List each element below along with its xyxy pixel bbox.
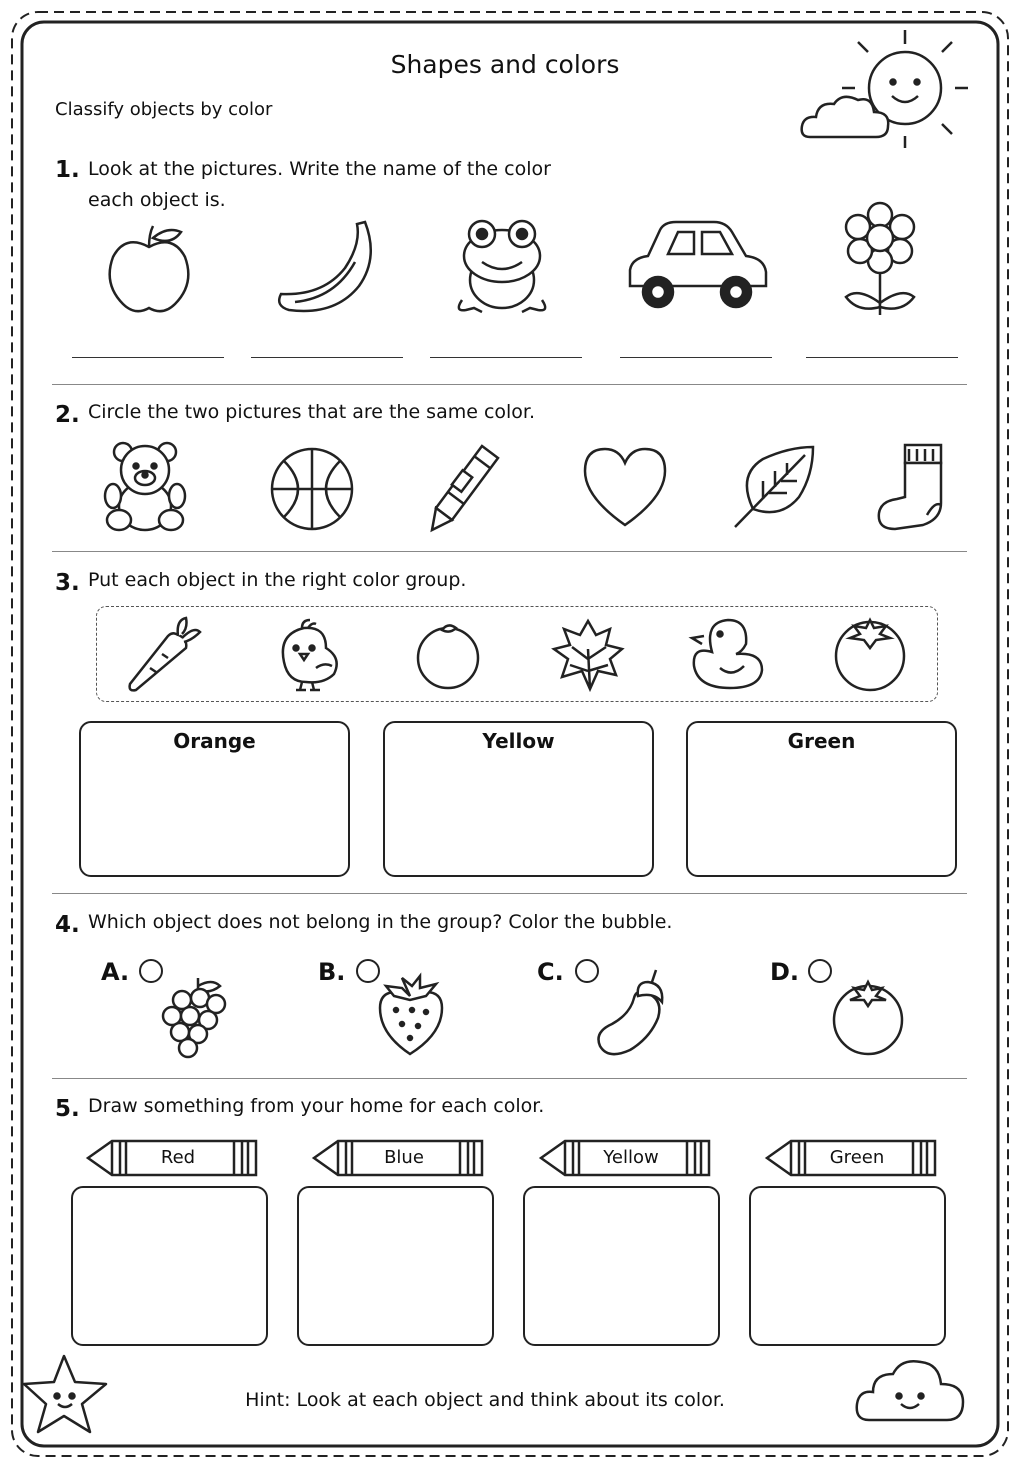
- crayon-label-red: Red: [160, 1147, 196, 1168]
- strawberry-icon: [376, 974, 446, 1058]
- chick-icon[interactable]: [272, 618, 344, 692]
- draw-box-red[interactable]: [71, 1186, 268, 1346]
- answer-line-5[interactable]: [806, 357, 958, 358]
- q3-number: 3.: [55, 570, 80, 596]
- group-box-orange[interactable]: [79, 721, 350, 877]
- option-d-bubble[interactable]: [808, 959, 832, 983]
- option-d-label: D.: [770, 958, 800, 986]
- crayon-label-green: Green: [829, 1147, 885, 1168]
- carrot-icon[interactable]: [126, 616, 202, 694]
- q4-text: Which object does not belong in the group? Color the bubble.: [88, 911, 673, 933]
- q1-text: [88, 154, 551, 216]
- group-label-orange: Orange: [173, 729, 256, 753]
- q2-number: 2.: [55, 402, 80, 428]
- section-divider: [52, 1078, 967, 1079]
- ball-icon[interactable]: [270, 447, 354, 531]
- group-label-green: Green: [787, 729, 856, 753]
- apple-icon: [105, 222, 195, 317]
- grapes-icon: [158, 976, 228, 1058]
- q5-number: 5.: [55, 1096, 80, 1122]
- section-divider: [52, 551, 967, 552]
- answer-line-2[interactable]: [251, 357, 403, 358]
- group-box-yellow[interactable]: [383, 721, 654, 877]
- leaf-icon[interactable]: [733, 445, 815, 529]
- answer-line-4[interactable]: [620, 357, 772, 358]
- tomato-icon[interactable]: [832, 616, 910, 690]
- draw-box-yellow[interactable]: [523, 1186, 720, 1346]
- orange-icon[interactable]: [414, 622, 482, 690]
- q1-number: 1.: [55, 157, 80, 183]
- crayon-label-yellow: Yellow: [603, 1147, 659, 1168]
- group-label-yellow: Yellow: [482, 729, 555, 753]
- answer-line-1[interactable]: [72, 357, 224, 358]
- section-divider: [52, 384, 967, 385]
- cloud-icon: [800, 92, 895, 142]
- option-c-label: C.: [537, 958, 564, 986]
- group-box-green[interactable]: [686, 721, 957, 877]
- flower-icon: [838, 203, 923, 318]
- car-icon: [626, 220, 768, 312]
- teddy-bear-icon[interactable]: [105, 442, 185, 534]
- q2-text: Circle the two pictures that are the same color.: [88, 401, 536, 423]
- q4-number: 4.: [55, 912, 80, 938]
- draw-box-blue[interactable]: [297, 1186, 494, 1346]
- maple-leaf-icon[interactable]: [552, 619, 624, 691]
- q5-text: Draw something from your home for each color.: [88, 1095, 545, 1117]
- eggplant-icon: [594, 968, 674, 1058]
- section-divider: [52, 893, 967, 894]
- q1-text-line2: each object is.: [88, 189, 226, 211]
- q1-text-line1: Look at the pictures. Write the name of the color: [88, 158, 551, 180]
- draw-box-green[interactable]: [749, 1186, 946, 1346]
- option-a-label: A.: [101, 958, 130, 986]
- sock-icon[interactable]: [875, 443, 945, 533]
- banana-icon: [275, 218, 380, 318]
- page-title: Shapes and colors: [390, 50, 620, 79]
- tomato-icon: [830, 978, 906, 1056]
- crayon-icon[interactable]: [430, 442, 502, 534]
- option-b-label: B.: [318, 958, 346, 986]
- smiling-cloud-icon: [855, 1356, 967, 1426]
- crayon-label-blue: Blue: [384, 1147, 424, 1168]
- q3-text: Put each object in the right color group.: [88, 569, 467, 591]
- frog-icon: [452, 216, 554, 318]
- answer-line-3[interactable]: [430, 357, 582, 358]
- page-subtitle: Classify objects by color: [55, 99, 273, 120]
- object-bank: [96, 606, 938, 702]
- heart-icon[interactable]: [581, 447, 669, 527]
- hint-text: Hint: Look at each object and think about its color.: [245, 1389, 725, 1411]
- duck-icon[interactable]: [690, 616, 764, 692]
